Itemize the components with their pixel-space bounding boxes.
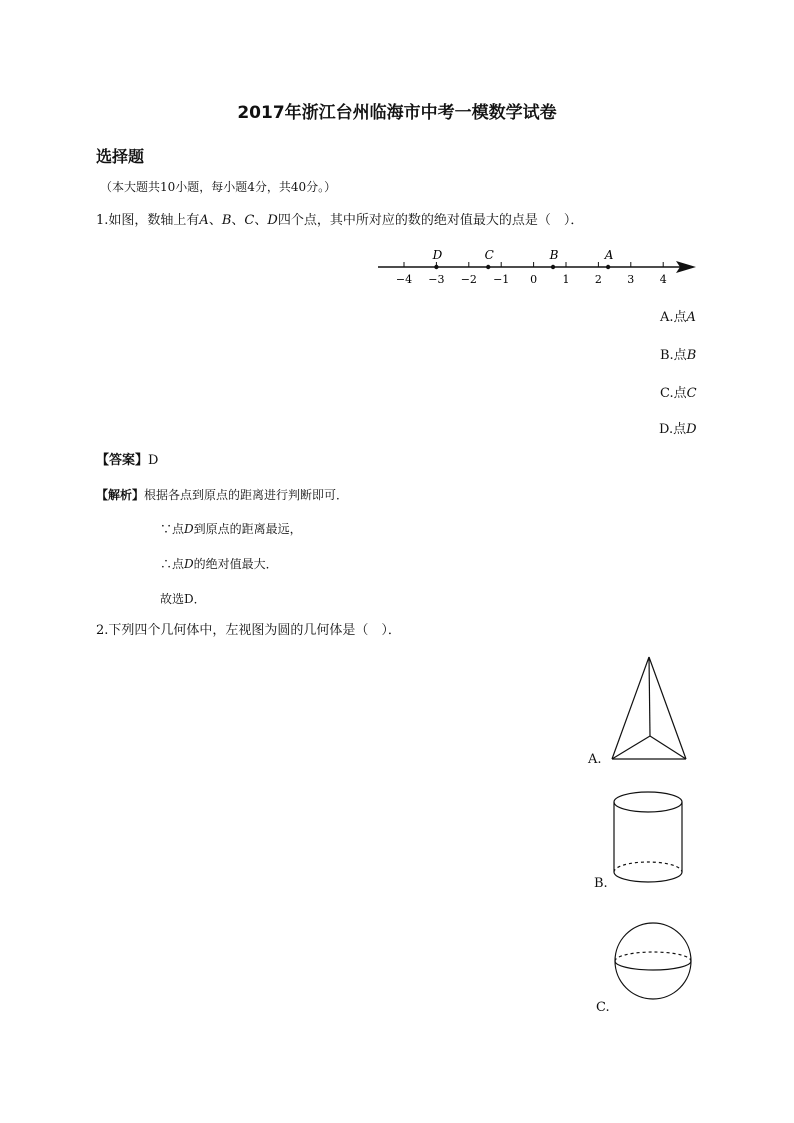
- question-prefix: 如图，数轴上有: [108, 213, 200, 228]
- tick-label: −2: [460, 273, 477, 286]
- question-1-text: [96, 212, 583, 230]
- number-line-figure: [370, 240, 710, 290]
- option-var: C: [686, 386, 697, 401]
- separator: 、: [231, 213, 245, 228]
- sphere-icon: [610, 918, 696, 1004]
- option-var: D: [686, 422, 697, 437]
- question-2-text: 2.下列四个几何体中，左视图为圆的几何体是（ ）．: [96, 623, 401, 638]
- option-label: A.点: [660, 310, 687, 325]
- analysis-text: 的绝对值最大．: [193, 557, 278, 571]
- point-label-d: D: [432, 248, 443, 262]
- analysis-text: 到原点的距离最远，: [193, 522, 302, 536]
- point-label-a: A: [604, 248, 614, 262]
- tick-label: 4: [659, 273, 667, 286]
- tick-label: 2: [594, 273, 602, 286]
- q2-option-b[interactable]: B.: [594, 876, 608, 891]
- var-a: A: [199, 213, 209, 228]
- analysis-line-4: 故选D．: [160, 592, 206, 606]
- var-d: D: [267, 213, 278, 228]
- var-d: D: [184, 522, 194, 536]
- answer-value: D: [148, 453, 159, 468]
- section-heading: 选择题: [96, 147, 145, 166]
- analysis-line-1: [96, 486, 348, 504]
- answer-line: [96, 452, 158, 470]
- point-label-b: B: [549, 248, 559, 262]
- option-label: D.点: [659, 422, 687, 437]
- q2-option-a[interactable]: A.: [588, 752, 602, 767]
- analysis-line-2: [160, 520, 302, 538]
- point-d: [434, 265, 438, 269]
- point-a: [606, 265, 610, 269]
- analysis-text: 根据各点到原点的距离进行判断即可．: [144, 488, 349, 502]
- var-d: D: [184, 557, 194, 571]
- option-label: C.点: [660, 386, 687, 401]
- cylinder-icon: [608, 788, 688, 890]
- var-b: B: [221, 213, 232, 228]
- point-b: [551, 265, 555, 269]
- option-b[interactable]: [660, 344, 696, 363]
- tick-label: −1: [493, 273, 510, 286]
- section-note: （本大题共10小题，每小题4分，共40分。）: [100, 180, 337, 194]
- option-a[interactable]: [660, 306, 696, 325]
- option-var: A: [686, 310, 696, 325]
- var-c: C: [244, 213, 255, 228]
- analysis-line-3: [160, 555, 278, 573]
- answer-tag: 【答案】: [96, 453, 149, 468]
- tick-label: −3: [428, 273, 445, 286]
- point-c: [486, 265, 490, 269]
- analysis-tag: 【解析】: [96, 488, 145, 502]
- separator: 、: [208, 213, 222, 228]
- option-c[interactable]: [660, 382, 697, 401]
- point-label-c: C: [484, 248, 494, 262]
- pyramid-icon: [606, 652, 692, 764]
- option-var: B: [686, 348, 697, 363]
- tick-label: 0: [530, 273, 538, 286]
- analysis-text: ∵点: [160, 522, 185, 536]
- tick-label: 1: [562, 273, 570, 286]
- tick-label: −4: [395, 273, 413, 286]
- question-suffix: 四个点，其中所对应的数的绝对值最大的点是（ ）．: [277, 213, 584, 228]
- page-title: 2017年浙江台州临海市中考一模数学试卷: [237, 103, 557, 123]
- separator: 、: [254, 213, 268, 228]
- option-d[interactable]: [659, 418, 697, 437]
- question-number: 1.: [96, 213, 109, 228]
- q2-option-c[interactable]: C.: [596, 1000, 610, 1015]
- option-label: B.点: [660, 348, 687, 363]
- tick-label: 3: [627, 273, 635, 286]
- analysis-text: ∴点: [160, 557, 185, 571]
